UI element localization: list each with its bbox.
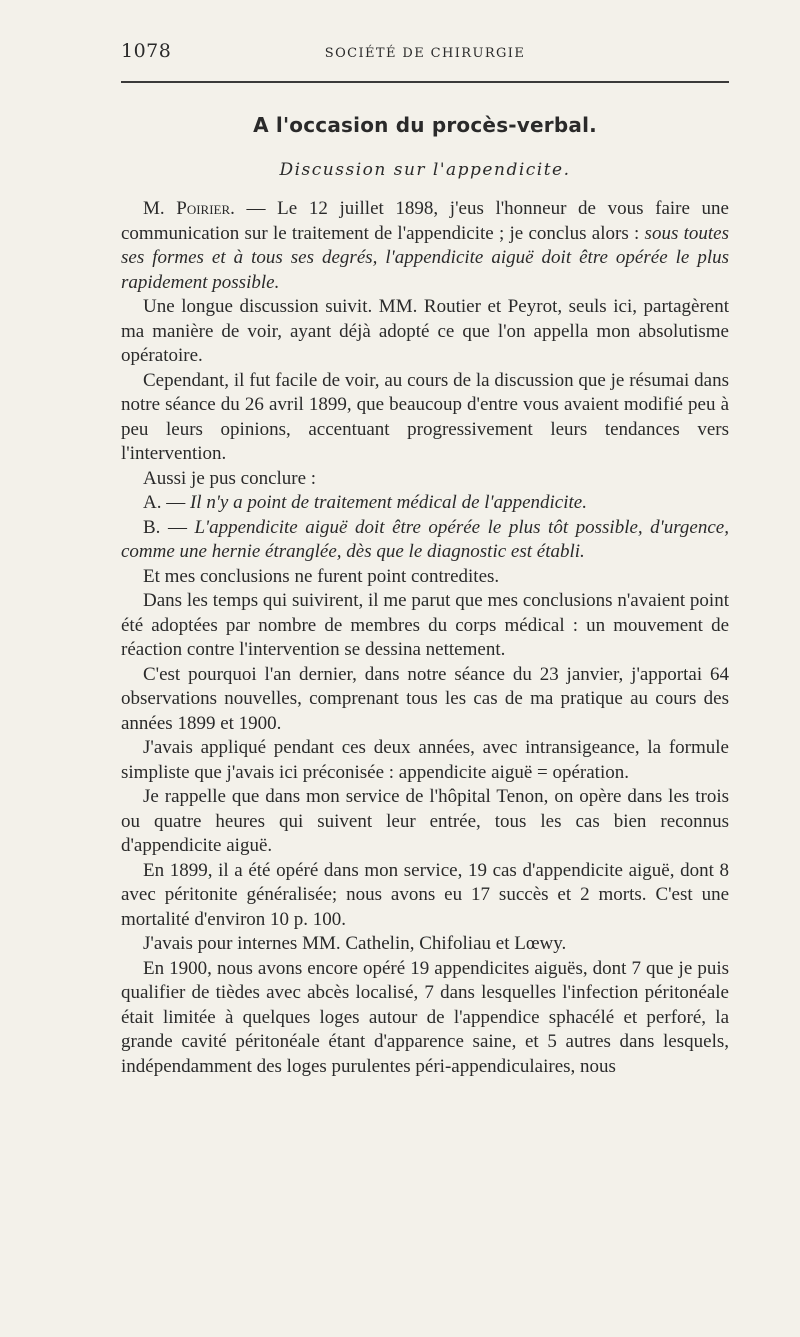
speaker-name: M. Poirier.: [143, 198, 235, 219]
paragraph: J'avais pour internes MM. Cathelin, Chifoliau et Lœwy.: [143, 933, 567, 954]
paragraph: Une longue discussion suivit. MM. Routier et Peyrot, seuls ici, partagèrent ma manière de voir, ayant déjà adopté ce que l'on appella mon absolutisme opératoire.: [121, 296, 729, 366]
paragraph: Dans les temps qui suivirent, il me parut que mes conclusions n'avaient point été adoptées par nombre de membres du corps médical : un mouvement de réaction contre l'intervention se dessina nettement.: [121, 590, 729, 660]
conclusion-label: A. —: [143, 492, 190, 513]
paragraph: En 1899, il a été opéré dans mon service, 19 cas d'appendicite aiguë, dont 8 avec péritonite généralisée; nous avons eu 17 succès et 2 morts. C'est une mortalité d'environ 10 p. 100.: [121, 859, 729, 930]
conclusion-label: B. —: [143, 516, 195, 538]
page-header: [121, 40, 729, 70]
paragraph: Cependant, il fut facile de voir, au cours de la discussion que je résumai dans notre séance du 26 avril 1899, que beaucoup d'entre vous avaient modifié peu à peu leurs opinions, accentuant progressivement leurs tendances vers l'intervention.: [121, 369, 729, 464]
paragraph: En 1900, nous avons encore opéré 19 appendicites aiguës, dont 7 que je puis qualifier de tièdes avec abcès localisé, 7 dans lesquelles l'infection péritonéale était limitée à quelques loges autour de l'appendice sphacélé et perforé, la grande cavité péritonéale étant d'apparence saine, et 5 autres dans lesquels, indépendamment des loges purulentes péri-appendiculaires, nous: [121, 957, 729, 1077]
body-text: [121, 197, 729, 1079]
conclusion-text: Il n'y a point de traitement médical de l'appendicite.: [189, 492, 587, 513]
paragraph: Aussi je pus conclure :: [143, 467, 317, 489]
paragraph: [121, 197, 729, 295]
header-rule: [121, 81, 729, 83]
paragraph: Et mes conclusions ne furent point contredites.: [143, 565, 500, 587]
conclusion-text: L'appendicite aiguë doit être opérée le plus tôt possible, d'urgence, comme une hernie étranglée, dès que le diagnostic est établi.: [121, 516, 729, 562]
paragraph: C'est pourquoi l'an dernier, dans notre séance du 23 janvier, j'apportai 64 observations nouvelles, comprenant tous les cas de ma pratique au cours des années 1899 et 1900.: [121, 663, 729, 734]
paragraph: J'avais appliqué pendant ces deux années, avec intransigeance, la formule simpliste que j'avais ici préconisée : appendicite aiguë = opération.: [121, 737, 729, 783]
running-head: SOCIÉTÉ DE CHIRURGIE: [324, 46, 526, 61]
italic-quote: sous toutes ses formes et à tous ses degrés, l'appendicite aiguë doit être opérée le plus rapidement possible.: [121, 222, 729, 293]
conclusion-b: [121, 516, 729, 565]
page-number: 1078: [121, 40, 172, 62]
paragraph: Je rappelle que dans mon service de l'hôpital Tenon, on opère dans les trois ou quatre heures qui suivent leur entrée, tous les cas bien reconnus d'appendicite aiguë.: [121, 786, 729, 856]
paragraph-text: — Le 12 juillet 1898, j'eus l'honneur de vous faire une communication sur le traitement de l'appendicite ; je conclus alors :: [121, 198, 729, 244]
section-title: A l'occasion du procès-verbal.: [253, 113, 597, 137]
conclusion-a: [121, 491, 729, 516]
subtitle: Discussion sur l'appendicite.: [279, 160, 571, 180]
